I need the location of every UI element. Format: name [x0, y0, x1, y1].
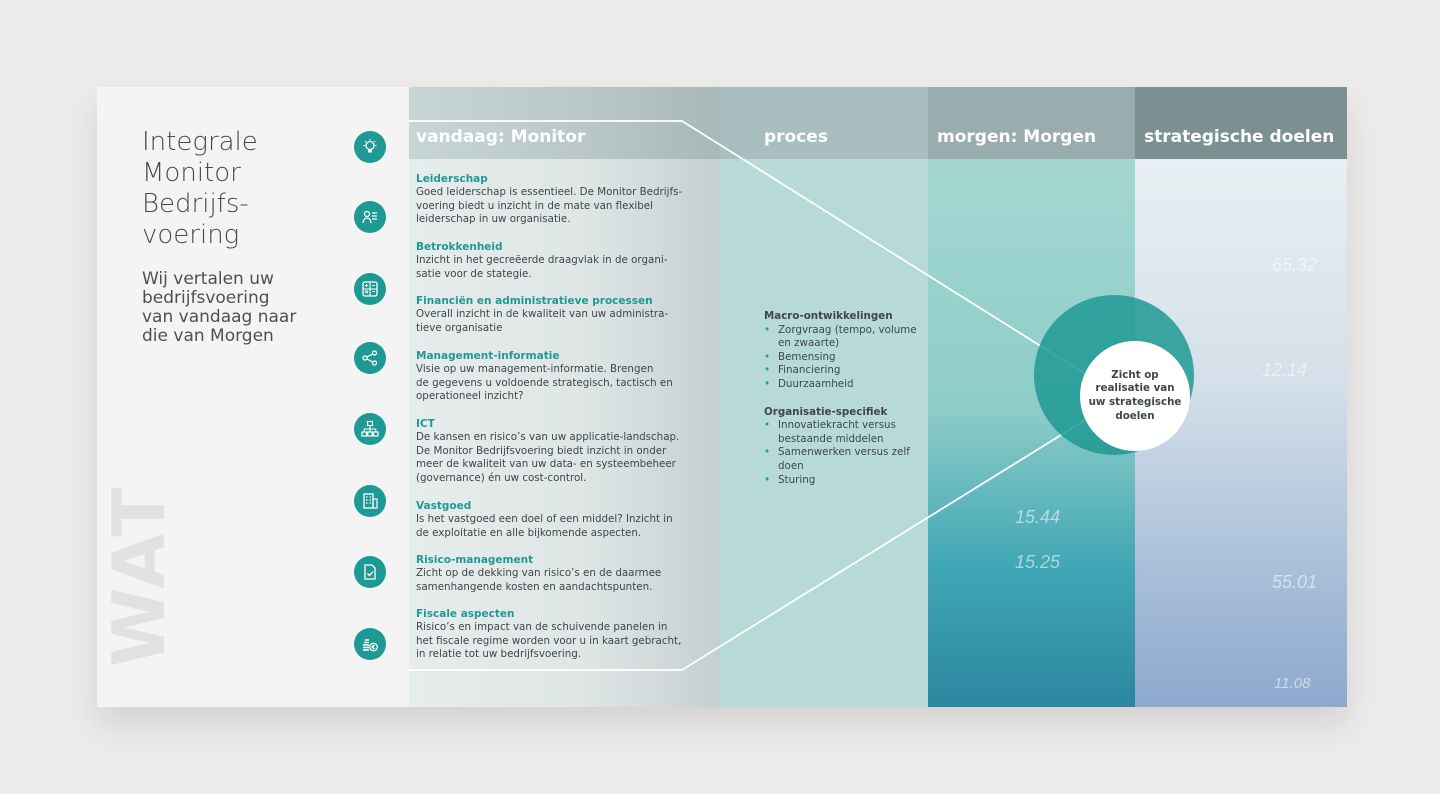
image-number: 55.01 — [1272, 572, 1318, 592]
section-body — [416, 308, 686, 335]
brochure-spread — [97, 87, 1347, 707]
list-item: • Innovatiekracht versus bestaande middelen — [764, 419, 924, 446]
section-risico-management — [416, 554, 686, 594]
header-vandaag: vandaag: Monitor — [416, 127, 586, 147]
header-morgen: morgen: Morgen — [937, 127, 1097, 147]
subtitle-line: Wij vertalen uw — [142, 269, 274, 289]
body-line: satie voor de stategie. — [416, 267, 532, 280]
section-title: Vastgoed — [416, 500, 472, 512]
section-body — [416, 186, 686, 227]
list-item: • Samenwerken versus zelf doen — [764, 446, 924, 473]
goal-line: doelen — [1115, 409, 1155, 422]
section-body — [416, 254, 686, 281]
body-line: het fiscale regime worden voor u in kaart gebracht, — [416, 634, 682, 647]
macro-title: Macro-ontwikkelingen — [764, 310, 893, 322]
list-item: • Bemensing — [764, 351, 924, 365]
section-title: Fiscale aspecten — [416, 608, 515, 620]
list-item: • Zorgvraag (tempo, volume en zwaarte) — [764, 324, 924, 351]
body-line: Overall inzicht in de kwaliteit van uw administra- — [416, 308, 669, 320]
org-title: Organisatie-specifiek — [764, 405, 888, 418]
image-number: 15.25 — [1015, 552, 1061, 572]
section-management-informatie — [416, 350, 686, 404]
intro-panel — [97, 87, 409, 707]
goal-line: uw strategische — [1088, 396, 1182, 408]
macro-list — [764, 324, 924, 392]
section-betrokkenheid — [416, 241, 686, 281]
subtitle-line: bedrijfsvoering — [142, 288, 270, 308]
section-title: Financiën en administratieve processen — [416, 295, 653, 307]
body-line: Risico’s en impact van de schuivende panelen in — [416, 621, 668, 633]
section-leiderschap — [416, 173, 686, 227]
proces-content — [764, 310, 924, 501]
body-line: meer de kwaliteit van uw data- en systeembeheer — [416, 458, 676, 471]
body-line: Is het vastgoed een doel of een middel? Inzicht in — [416, 513, 673, 525]
title-line: voering — [142, 220, 240, 250]
list-item: • Sturing — [764, 474, 924, 488]
section-financien — [416, 295, 686, 335]
section-body — [416, 513, 686, 540]
section-fiscale-aspecten — [416, 608, 686, 662]
goal-line: Zicht op — [1111, 368, 1159, 381]
body-line: leiderschap in uw organisatie. — [416, 213, 571, 226]
goal-line: realisatie van — [1095, 382, 1175, 395]
body-line: (governance) én uw cost-control. — [416, 471, 587, 484]
body-line: Inzicht in het gecreëerde draagvlak in de organi- — [416, 254, 668, 266]
header-band-doelen — [1135, 87, 1347, 159]
body-line: operationeel inzicht? — [416, 390, 524, 403]
body-line: De Monitor Bedrijfsvoering biedt inzicht in onder — [416, 444, 667, 457]
title-line: Monitor — [142, 158, 241, 188]
section-body — [416, 621, 686, 662]
list-item: • Duurzaamheid — [764, 378, 924, 392]
lightbulb-icon — [354, 131, 386, 163]
section-body — [416, 363, 686, 404]
body-line: Zicht op de dekking van risico’s en de daarmee — [416, 567, 662, 579]
goal-text — [1089, 369, 1182, 423]
body-line: Visie op uw management-informatie. Brengen — [416, 363, 654, 375]
section-ict — [416, 418, 686, 485]
title-line: Bedrijfs- — [142, 189, 249, 219]
calculator-icon — [354, 273, 386, 305]
section-title: Leiderschap — [416, 173, 488, 185]
section-title: ICT — [416, 418, 435, 430]
coins-euro-icon — [354, 628, 386, 660]
org-chart-icon — [354, 413, 386, 445]
intro-subtitle — [142, 270, 342, 346]
image-number: 11.08 — [1274, 675, 1311, 692]
body-line: in relatie tot uw bedrijfsvoering. — [416, 648, 582, 661]
list-item: • Financiering — [764, 364, 924, 378]
share-network-icon — [354, 342, 386, 374]
body-line: de gegevens u voldoende strategisch, tactisch en — [416, 376, 673, 389]
vertical-word: WAT — [97, 485, 181, 667]
body-line: De kansen en risico’s van uw applicatie-landschap. — [416, 431, 680, 443]
body-line: tieve organisatie — [416, 321, 503, 334]
org-list — [764, 419, 924, 487]
building-icon — [354, 485, 386, 517]
section-vastgoed — [416, 500, 686, 540]
section-title: Betrokkenheid — [416, 241, 503, 253]
header-band-vandaag — [409, 87, 720, 159]
page-title — [142, 127, 342, 251]
section-title: Management-informatie — [416, 350, 560, 362]
section-title: Risico-management — [416, 554, 534, 566]
body-line: samenhangende kosten en aandachtspunten. — [416, 580, 653, 593]
title-line: Integrale — [142, 127, 258, 157]
header-doelen: strategische doelen — [1144, 127, 1335, 147]
header-band-proces — [720, 87, 928, 159]
goal-circle — [1080, 341, 1190, 451]
body-line: de exploitatie en alle bijkomende aspecten. — [416, 526, 642, 539]
body-line: Goed leiderschap is essentieel. De Monitor Bedrijfs- — [416, 186, 683, 198]
image-number: 12.14 — [1262, 360, 1308, 380]
document-check-icon — [354, 556, 386, 588]
subtitle-line: van vandaag naar — [142, 307, 297, 327]
image-number: 65.32 — [1272, 255, 1318, 275]
subtitle-line: die van Morgen — [142, 326, 274, 346]
section-body — [416, 431, 686, 485]
body-line: voering biedt u inzicht in de mate van flexibel — [416, 199, 654, 212]
header-proces: proces — [764, 127, 828, 147]
people-list-icon — [354, 201, 386, 233]
image-number: 15.44 — [1015, 507, 1061, 527]
header-band-morgen — [928, 87, 1135, 159]
section-body — [416, 567, 686, 594]
